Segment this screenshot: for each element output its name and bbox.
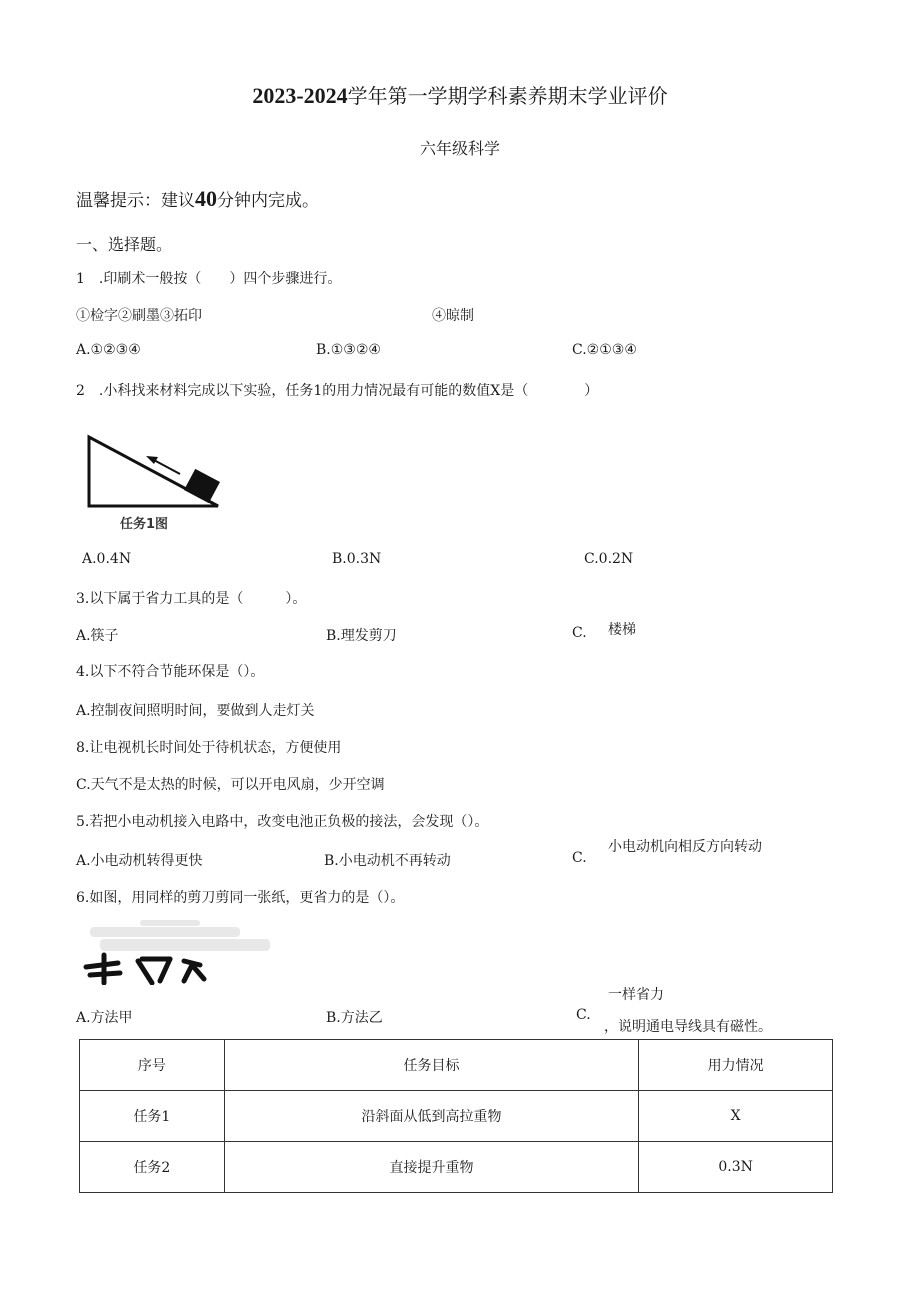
q3-option-c-text: 楼梯 (608, 622, 636, 638)
figure-caption: 任务1图 (120, 517, 169, 532)
table-header-cell: 任务目标 (224, 1040, 638, 1091)
table-header-cell: 序号 (80, 1040, 225, 1091)
q5-option-c: C. (572, 850, 587, 866)
tip-line (76, 186, 319, 212)
tip-prefix: 温馨提示：建议 (76, 191, 195, 211)
q6-option-a: A.方法甲 (76, 1010, 133, 1026)
stray-text: ，说明通电导线具有磁性。 (604, 1019, 772, 1035)
q2-stem: 2 .小科找来材料完成以下实验，任务1的用力情况最有可能的数值X是（ ） (76, 383, 599, 399)
pull-arrow-head (146, 456, 158, 464)
q3-option-b: B.理发剪刀 (326, 628, 397, 644)
incline-figure (86, 434, 231, 536)
q1-option-c: C.②①③④ (572, 342, 637, 358)
q3-option-c: C. (572, 625, 587, 641)
tip-suffix: 分钟内完成。 (217, 191, 319, 211)
q4-option-a: A.控制夜间照明时间，要做到人走灯关 (76, 703, 315, 719)
scissors-figure-fragment (80, 915, 280, 985)
q1-stem: 1 .印刷术一般按（ ）四个步骤进行。 (76, 271, 342, 287)
q1-option-a: A.①②③④ (76, 342, 141, 358)
q2-option-c: C.0.2N (584, 551, 634, 567)
task-table (79, 1039, 833, 1193)
weight-block (184, 469, 220, 503)
table-header-row (80, 1040, 833, 1091)
q3-stem: 3.以下属于省力工具的是（ ）。 (76, 591, 307, 607)
q2-option-a: A.0.4N (82, 551, 132, 567)
q6-stem: 6.如图，用同样的剪刀剪同一张纸，更省力的是（）。 (76, 890, 405, 906)
table-row (80, 1142, 833, 1193)
table-cell: X (639, 1091, 833, 1142)
q6-option-c: C. (576, 1007, 591, 1023)
q1-option-b: B.①③②④ (316, 342, 381, 358)
q4-option-b: 8.让电视机长时间处于待机状态，方便使用 (76, 740, 342, 756)
tip-minutes: 40 (195, 186, 217, 211)
q6-option-c-text: 一样省力 (608, 987, 664, 1003)
q4-option-c: C.天气不是太热的时候，可以开电风扇，少开空调 (76, 777, 385, 793)
q5-option-a: A.小电动机转得更快 (76, 853, 203, 869)
title-text: 学年第一学期学科素养期末学业评价 (347, 84, 668, 108)
q5-stem: 5.若把小电动机接入电路中，改变电池正负极的接法，会发现（）。 (76, 814, 489, 830)
q1-steps-a: ①检字②刷墨③拓印 (76, 308, 202, 324)
title-years: 2023-2024 (252, 83, 348, 108)
section-title: 一、选择题。 (76, 235, 173, 254)
table-cell: 0.3N (639, 1142, 833, 1193)
table-header-cell: 用力情况 (639, 1040, 833, 1091)
exam-title (0, 80, 920, 109)
q3-option-a: A.筷子 (76, 628, 119, 644)
q6-option-b: B.方法乙 (326, 1010, 383, 1026)
q5-option-b: B.小电动机不再转动 (324, 853, 451, 869)
q4-stem: 4.以下不符合节能环保是（）。 (76, 664, 265, 680)
table-cell: 任务2 (80, 1142, 225, 1193)
table-cell: 沿斜面从低到高拉重物 (224, 1091, 638, 1142)
table-row (80, 1091, 833, 1142)
table-cell: 任务1 (80, 1091, 225, 1142)
table-cell: 直接提升重物 (224, 1142, 638, 1193)
exam-subtitle: 六年级科学 (419, 139, 500, 158)
q2-option-b: B.0.3N (332, 551, 382, 567)
q1-steps-b: ④晾制 (432, 308, 474, 324)
q5-option-c-text: 小电动机向相反方向转动 (608, 839, 762, 855)
